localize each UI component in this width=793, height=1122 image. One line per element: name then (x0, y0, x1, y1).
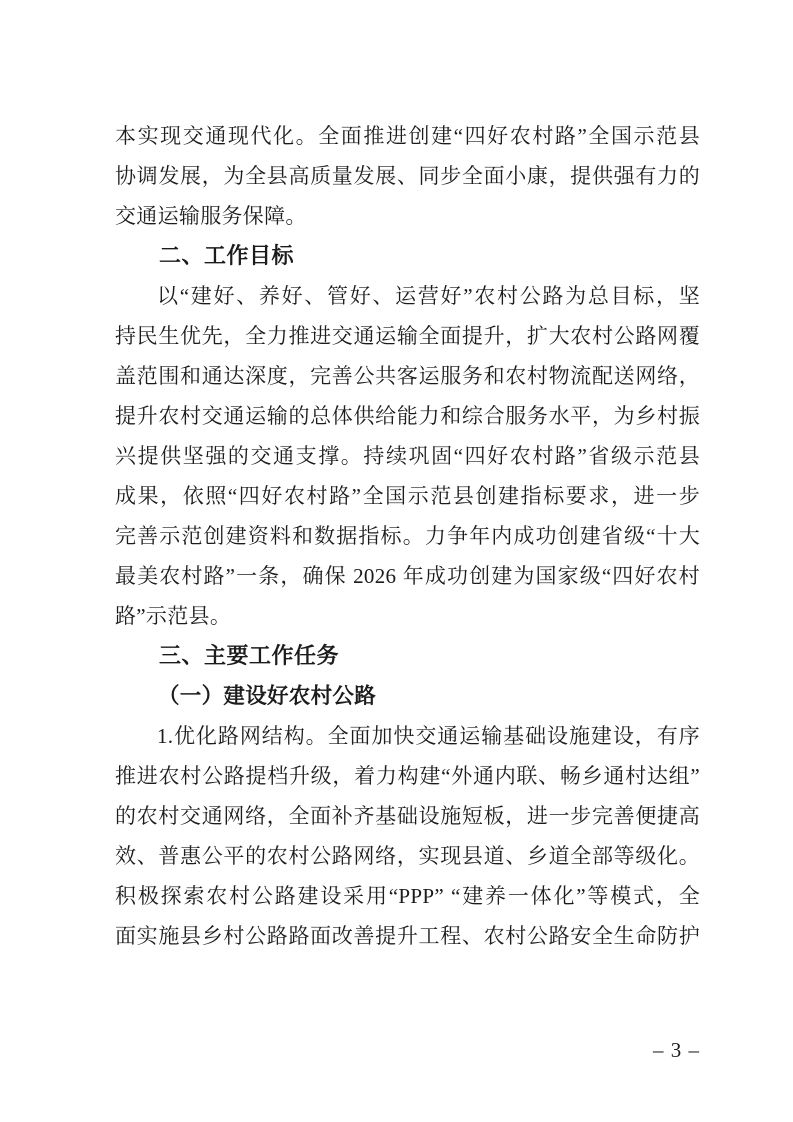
text-line: 推进农村公路提档升级，着力构建“外通内联、畅乡通村达组” (115, 764, 700, 788)
text-line: 成果，依照“四好农村路”全国示范县创建指标要求，进一步 (115, 484, 700, 508)
text-line: 本实现交通现代化。全面推进创建“四好农村路”全国示范县 (115, 124, 700, 148)
section-heading-3: 三、主要工作任务 (159, 643, 340, 668)
section-heading-2: 二、工作目标 (159, 243, 295, 268)
text-line: 最美农村路”一条，确保 2026 年成功创建为国家级“四好农村 (115, 564, 700, 588)
text-line: 路”示范县。 (115, 604, 232, 628)
document-text-block (115, 116, 700, 956)
text-line: 1.优化路网结构。全面加快交通运输基础设施建设，有序 (157, 724, 700, 748)
page-number: – 3 – (653, 1038, 700, 1062)
text-line: 以“建好、养好、管好、运营好”农村公路为总目标，坚 (157, 284, 700, 308)
text-line: 盖范围和通达深度，完善公共客运服务和农村物流配送网络， (115, 364, 700, 388)
text-line: 协调发展，为全县高质量发展、同步全面小康，提供强有力的 (115, 164, 700, 188)
text-line: 完善示范创建资料和数据指标。力争年内成功创建省级“十大 (115, 524, 700, 548)
text-line: 兴提供坚强的交通支撑。持续巩固“四好农村路”省级示范县 (115, 444, 700, 468)
subsection-heading-1: （一）建设好农村公路 (158, 684, 377, 708)
text-line: 效、普惠公平的农村公路网络，实现县道、乡道全部等级化。 (115, 844, 700, 868)
text-line: 的农村交通网络，全面补齐基础设施短板，进一步完善便捷高 (115, 804, 700, 828)
text-line: 提升农村交通运输的总体供给能力和综合服务水平，为乡村振 (115, 404, 700, 428)
text-line: 持民生优先，全力推进交通运输全面提升，扩大农村公路网覆 (115, 324, 700, 348)
text-line: 面实施县乡村公路路面改善提升工程、农村公路安全生命防护 (115, 924, 700, 948)
text-line: 交通运输服务保障。 (115, 204, 307, 228)
text-line: 积极探索农村公路建设采用“PPP” “建养一体化”等模式，全 (115, 884, 700, 908)
